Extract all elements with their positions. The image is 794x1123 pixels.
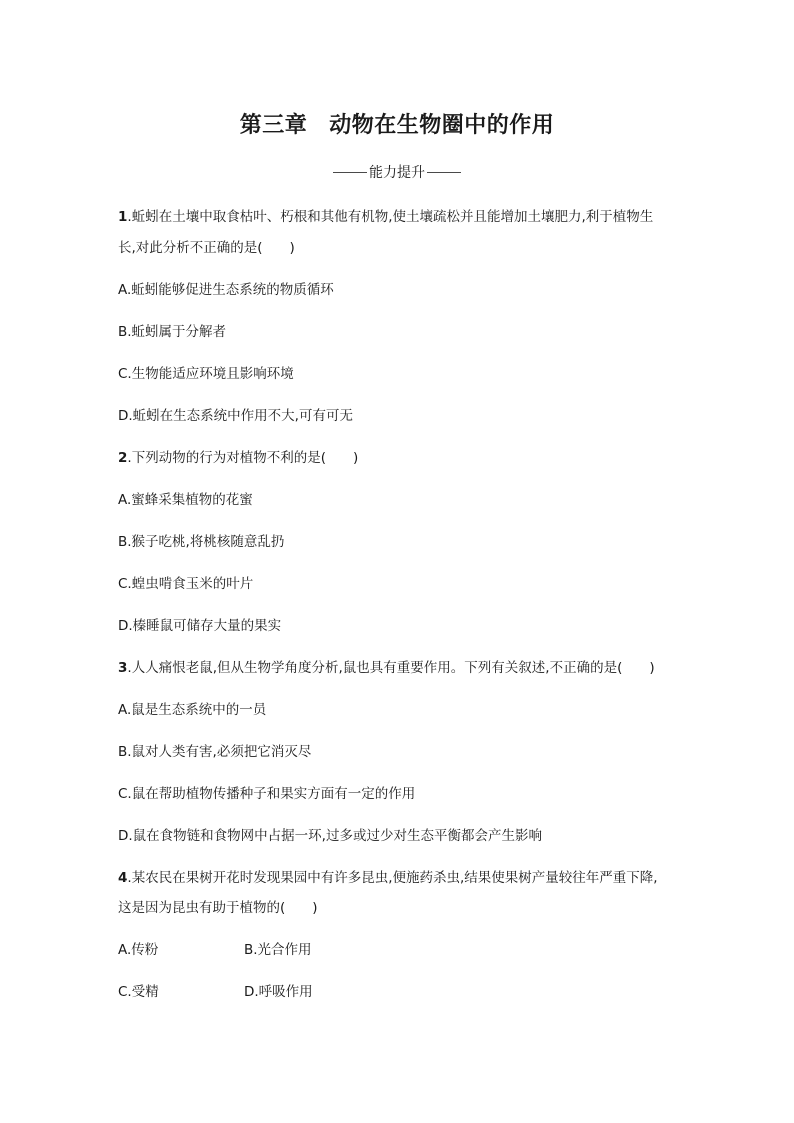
page-title (0, 108, 794, 139)
question-2-stem: 2.下列动物的行为对植物不利的是( ) (118, 450, 359, 466)
question-3-option-a: A.鼠是生态系统中的一员 (118, 702, 267, 718)
left-rule (333, 172, 367, 173)
question-2-option-a: A.蜜蜂采集植物的花蜜 (118, 492, 253, 508)
question-4-stem: 4.某农民在果树开花时发现果园中有许多昆虫,便施药杀虫,结果使果树产量较往年严重下降, (118, 870, 658, 886)
question-1-option-c: C.生物能适应环境且影响环境 (118, 366, 294, 382)
question-4-option-a: A.传粉 (118, 942, 159, 958)
question-3-option-c: C.鼠在帮助植物传播种子和果实方面有一定的作用 (118, 786, 416, 802)
question-1-stem: 1.蚯蚓在土壤中取食枯叶、朽根和其他有机物,使土壤疏松并且能增加土壤肥力,利于植物生 (118, 209, 654, 225)
question-3-option-d: D.鼠在食物链和食物网中占据一环,过多或过少对生态平衡都会产生影响 (118, 828, 542, 844)
question-3-stem: 3.人人痛恨老鼠,但从生物学角度分析,鼠也具有重要作用。下列有关叙述,不正确的是( ) (118, 660, 655, 676)
question-1-option-d: D.蚯蚓在生态系统中作用不大,可有可无 (118, 408, 353, 424)
question-4-option-b: B.光合作用 (244, 942, 312, 958)
chapter-title: 动物在生物圈中的作用 (329, 113, 555, 138)
question-4-option-c: C.受精 (118, 984, 159, 1000)
question-2-option-c: C.蝗虫啃食玉米的叶片 (118, 576, 254, 592)
question-1-option-a: A.蚯蚓能够促进生态系统的物质循环 (118, 282, 334, 298)
chapter-number: 第三章 (239, 113, 308, 138)
question-4-option-d: D.呼吸作用 (244, 984, 313, 1000)
question-2-option-d: D.榛睡鼠可储存大量的果实 (118, 618, 282, 634)
section-label: 能力提升 (369, 165, 425, 181)
question-2-option-b: B.猴子吃桃,将桃核随意乱扔 (118, 534, 285, 550)
question-1-stem-cont: 长,对此分析不正确的是( ) (118, 240, 295, 256)
question-1-option-b: B.蚯蚓属于分解者 (118, 324, 227, 340)
question-3-option-b: B.鼠对人类有害,必须把它消灭尽 (118, 744, 312, 760)
question-4-stem-cont: 这是因为昆虫有助于植物的( ) (118, 900, 318, 916)
section-heading (0, 162, 794, 182)
right-rule (427, 172, 461, 173)
